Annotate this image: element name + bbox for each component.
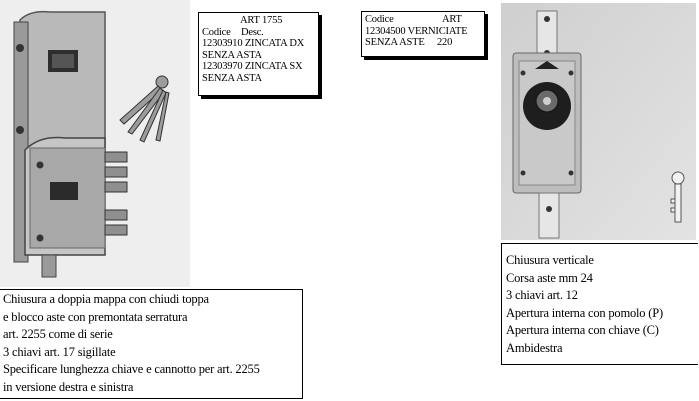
vertical-lock-image <box>501 3 696 240</box>
lock-photo-right <box>501 3 696 240</box>
code-header-row <box>365 14 484 26</box>
code-line-2 <box>365 37 484 49</box>
description-line: Corsa aste mm 24 <box>506 270 593 285</box>
description-line: Chiusura a doppia mappa con chiudi toppa <box>3 292 209 306</box>
description-line: Specificare lunghezza chiave e cannotto per art. 2255 <box>3 362 260 376</box>
code-header: Codice <box>365 14 394 25</box>
description-line: 3 chiavi art. 12 <box>506 288 578 302</box>
code-header: Codice <box>202 26 231 38</box>
art-number: 220 <box>437 37 453 48</box>
double-bitted-lock-image <box>0 0 190 287</box>
description-line: e blocco aste con premontata serratura <box>3 309 188 324</box>
code-line: SENZA ASTA <box>202 49 262 61</box>
code-box-verniciate <box>361 11 485 57</box>
desc-header: Desc. <box>240 26 264 38</box>
code-line: 12303910 ZINCATA DX <box>202 38 305 49</box>
lock-photo-left <box>0 0 190 287</box>
description-right <box>501 243 698 365</box>
code-header-row <box>202 27 318 39</box>
description-line: in versione destra e sinistra <box>3 379 134 394</box>
code-line: 12304500 VERNICIATE <box>365 25 468 37</box>
description-line: art. 2255 come di serie <box>3 327 113 341</box>
description-line: Apertura interna con pomolo (P) <box>506 305 663 320</box>
code-box-art-1755 <box>198 12 319 96</box>
description-left <box>0 289 303 399</box>
description-line: Ambidestra <box>506 340 563 355</box>
code-line-desc: SENZA ASTE <box>365 37 425 48</box>
description-line: Apertura interna con chiave (C) <box>506 323 659 337</box>
description-line: Chiusura verticale <box>506 253 594 267</box>
code-line: 12303970 ZINCATA SX <box>202 61 303 72</box>
art-number: ART 1755 <box>240 15 283 26</box>
description-line: 3 chiavi art. 17 sigillate <box>3 344 116 359</box>
art-header: ART <box>441 14 462 25</box>
code-line: SENZA ASTA <box>202 72 262 84</box>
